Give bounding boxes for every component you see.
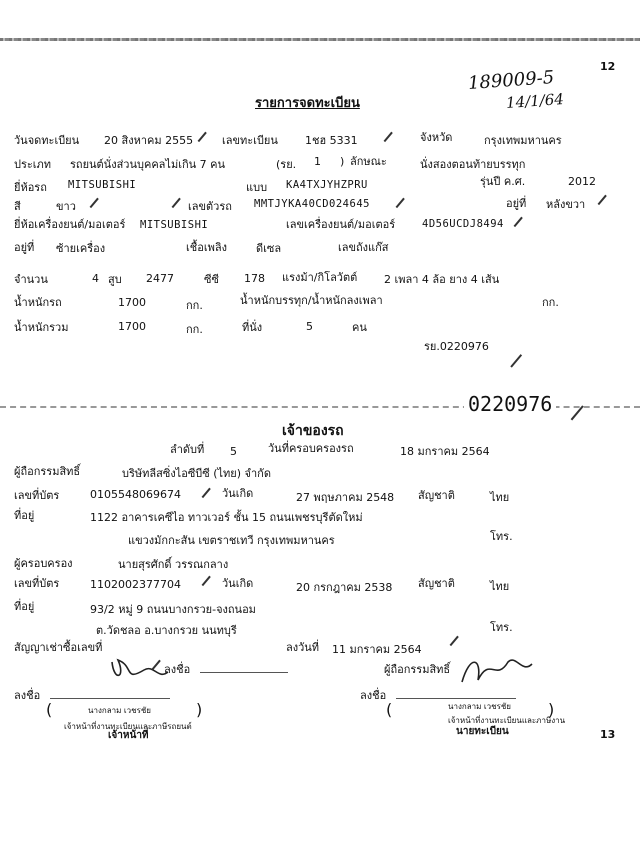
tank-label: เลขถังแก๊ส — [338, 241, 389, 254]
style-label: ลักษณะ — [350, 155, 387, 168]
check-mark — [598, 195, 607, 205]
gross-value: 1700 — [118, 320, 146, 333]
cyl-value: 4 — [92, 272, 99, 285]
model-label: แบบ — [246, 181, 268, 194]
sign-label-3: ลงชื่อ — [360, 689, 387, 702]
owner-dob-label: วันเกิด — [222, 487, 254, 500]
engine-brand-label: ยี่ห้อเครื่องยนต์/มอเตอร์ — [14, 218, 126, 231]
doc-number: รย.0220976 — [424, 340, 489, 353]
style-value: นั่งสองตอนท้ายบรรทุก — [420, 158, 526, 171]
gross-unit: กก. — [186, 323, 203, 336]
engine-no-label: เลขเครื่องยนต์/มอเตอร์ — [286, 218, 396, 231]
weight-unit: กก. — [186, 299, 203, 312]
sign-label-1: ลงชื่อ — [164, 663, 191, 676]
contract-label: สัญญาเช่าซื้อเลขที่ — [14, 641, 103, 654]
cyl-unit: สูบ — [108, 273, 122, 286]
owner-tel-label: โทร. — [490, 530, 513, 543]
check-mark — [202, 576, 211, 586]
owner-addr-line1: 1122 อาคารเคซีไอ ทาวเวอร์ ชั้น 15 ถนนเพชรบุรีตัดใหม่ — [90, 511, 363, 524]
signature-owner — [456, 652, 536, 692]
owner-dob-value: 27 พฤษภาคม 2548 — [296, 491, 395, 504]
seq-value: 5 — [230, 445, 237, 458]
weight-value: 1700 — [118, 296, 146, 309]
owner-id-value: 0105548069674 — [90, 488, 181, 501]
brand-value: MITSUBISHI — [68, 179, 137, 191]
officer-sub-1: เจ้าหน้าที่ — [108, 730, 149, 741]
weight-label: น้ำหนักรถ — [14, 296, 62, 309]
type-value: รถยนต์นั่งส่วนบุคคลไม่เกิน 7 คน — [70, 158, 226, 171]
officer-name-2: นางกลาม เวชรชัย — [448, 702, 511, 711]
sign-line-1 — [200, 672, 288, 673]
check-mark — [384, 132, 393, 142]
rs-close: ) — [340, 155, 345, 168]
seat-label: ที่นั่ง — [242, 321, 263, 334]
paren-close-1: ) — [196, 700, 203, 719]
engine-loc-label: อยู่ที่ — [14, 241, 35, 254]
paren-close-2: ) — [548, 700, 555, 719]
holder-tel-label: โทร. — [490, 621, 513, 634]
year-label: รุ่นปี ค.ศ. — [480, 175, 526, 188]
holder-dob-label: วันเกิด — [222, 577, 254, 590]
separator-number: 0220976 — [464, 392, 556, 416]
holder-id-value: 1102002377704 — [90, 578, 181, 591]
registration-title: รายการจดทะเบียน — [255, 96, 360, 111]
owner-addr-label: ที่อยู่ — [14, 509, 35, 522]
chassis-loc-label: อยู่ที่ — [506, 197, 527, 210]
cyl-label: จำนวน — [14, 273, 48, 286]
holder-value: นายสุรศักดิ์ วรรณกลาง — [118, 558, 229, 571]
officer-title-2: นายทะเบียน — [456, 726, 509, 737]
contract-date-value: 11 มกราคม 2564 — [332, 643, 422, 656]
holder-addr-label: ที่อยู่ — [14, 600, 35, 613]
holder-addr-line1: 93/2 หมู่ 9 ถนนบางกรวย-จงถนอม — [90, 603, 256, 616]
province-label: จังหวัด — [420, 131, 453, 144]
owner-addr-line2: แขวงมักกะสัน เขตราชเทวี กรุงเทพมหานคร — [128, 534, 335, 547]
type-label: ประเภท — [14, 158, 52, 171]
page-number-top: 12 — [600, 60, 616, 73]
rs-label: (รย. — [276, 158, 297, 171]
owner-title: เจ้าของรถ — [282, 423, 344, 439]
officer-name-1: นางกลาม เวชรชัย — [88, 706, 151, 715]
check-mark — [514, 217, 523, 227]
load-unit: กก. — [542, 296, 559, 309]
fuel-value: ดีเซล — [256, 242, 282, 255]
holder-dob-value: 20 กรกฎาคม 2538 — [296, 581, 393, 594]
model-value: KA4TXJYHZPRU — [286, 179, 368, 191]
cc-value: 2477 — [146, 272, 174, 285]
holder-nat-value: ไทย — [490, 580, 510, 593]
sign-line-2 — [50, 698, 170, 699]
holder-addr-line2: ต.วัดชลอ อ.บางกรวย นนทบุรี — [96, 624, 237, 637]
seq-label: ลำดับที่ — [170, 443, 205, 456]
owner-nat-value: ไทย — [490, 491, 510, 504]
plate-label: เลขทะเบียน — [222, 134, 278, 147]
check-mark — [172, 198, 181, 208]
scan-edge-top — [0, 38, 640, 41]
seat-value: 5 — [306, 320, 313, 333]
engine-brand-value: MITSUBISHI — [140, 219, 209, 231]
paren-open-2: ( — [386, 700, 393, 719]
handwritten-date: 14/1/64 — [505, 90, 565, 112]
seat-unit: คน — [352, 321, 367, 334]
axle-text: 2 เพลา 4 ล้อ ยาง 4 เส้น — [384, 273, 500, 286]
color-value: ขาว — [56, 200, 76, 213]
engine-loc-value: ซ้ายเครื่อง — [56, 242, 106, 255]
sign-label-2: ลงชื่อ — [14, 689, 41, 702]
chassis-label: เลขตัวรถ — [188, 200, 232, 213]
page-number-bottom: 13 — [600, 728, 616, 741]
cc-label: ซีซี — [204, 273, 219, 286]
holder-label: ผู้ครอบครอง — [14, 557, 73, 570]
load-label: น้ำหนักบรรทุก/น้ำหนักลงเพลา — [240, 294, 383, 307]
contract-date-label: ลงวันที่ — [286, 641, 320, 654]
officer-title-1: เจ้าหน้าที่งานทะเบียนและภาษีรถยนต์ — [64, 722, 192, 731]
possess-date-label: วันที่ครอบครองรถ — [268, 442, 354, 455]
owner-value: บริษัทลีสซิ่งไอซีบีซี (ไทย) จำกัด — [122, 467, 271, 480]
year-value: 2012 — [568, 175, 596, 188]
officer-sub-2: เจ้าหน้าที่งานทะเบียนและภาษีงาน — [448, 716, 566, 725]
holder-id-label: เลขที่บัตร — [14, 577, 60, 590]
check-mark — [198, 132, 207, 142]
check-mark — [90, 198, 99, 208]
holder-nat-label: สัญชาติ — [418, 577, 455, 590]
owner-label: ผู้ถือกรรมสิทธิ์ — [14, 465, 81, 478]
province-value: กรุงเทพมหานคร — [484, 134, 562, 147]
handwritten-ref: 189009-5 — [467, 67, 555, 94]
check-mark — [202, 488, 211, 498]
color-label: สี — [14, 200, 21, 213]
engine-no-value: 4D56UCDJ8494 — [422, 218, 504, 230]
owner-id-label: เลขที่บัตร — [14, 489, 60, 502]
hp-value: 178 — [244, 272, 265, 285]
possess-date-value: 18 มกราคม 2564 — [400, 445, 490, 458]
rs-value: 1 — [314, 155, 321, 168]
reg-date-value: 20 สิงหาคม 2555 — [104, 134, 194, 147]
sign-line-3 — [396, 698, 516, 699]
fuel-label: เชื้อเพลิง — [186, 241, 227, 254]
brand-label: ยี่ห้อรถ — [14, 181, 47, 194]
plate-value: 1ชฮ 5331 — [305, 134, 358, 147]
paren-open-1: ( — [46, 700, 53, 719]
chassis-loc-value: หลังขวา — [546, 198, 586, 211]
hp-label: แรงม้า/กิโลวัตต์ — [282, 271, 358, 284]
check-mark — [450, 636, 459, 646]
check-mark — [396, 198, 405, 208]
gross-label: น้ำหนักรวม — [14, 321, 69, 334]
reg-date-label: วันจดทะเบียน — [14, 134, 80, 147]
chassis-value: MMTJYKA40CD024645 — [254, 198, 370, 210]
owner-sign-label: ผู้ถือกรรมสิทธิ์ — [384, 663, 451, 676]
owner-nat-label: สัญชาติ — [418, 489, 455, 502]
check-mark — [510, 354, 521, 367]
